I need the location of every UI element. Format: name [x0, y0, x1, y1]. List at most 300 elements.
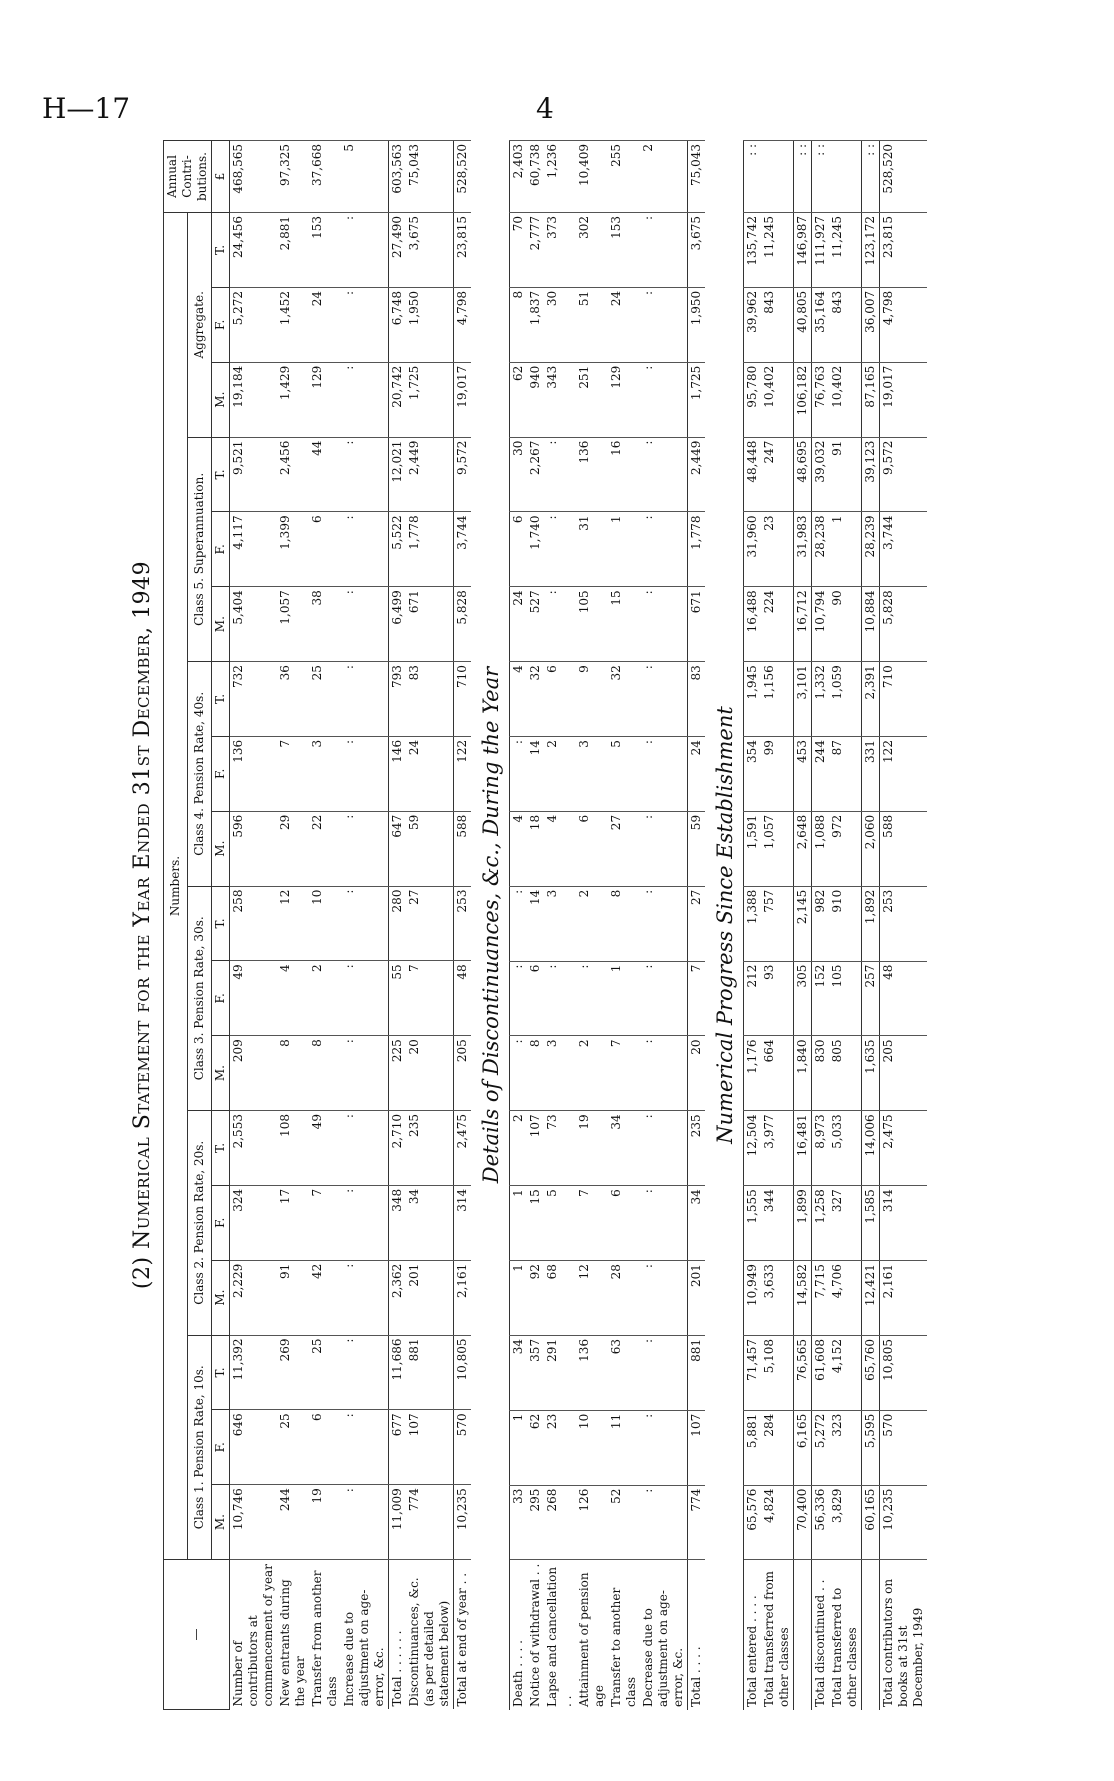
subcolumn-header: F.	[212, 1185, 230, 1260]
subcolumn-header: M.	[212, 811, 230, 886]
cell-value: 129	[309, 362, 341, 437]
class-header: Class 2. Pension Rate, 20s.	[188, 1111, 212, 1335]
cell-value: 126	[576, 1485, 608, 1560]
cell-value: 793	[389, 662, 407, 737]
class-header: Class 5. Superannuation.	[188, 437, 212, 661]
cell-value: 12,504	[744, 1111, 762, 1186]
cell-value: 6	[576, 811, 608, 886]
cell-value: 31,960	[744, 512, 762, 587]
cell-value: 92	[527, 1261, 544, 1336]
cell-value: 5,595	[862, 1410, 880, 1485]
cell-value: 344	[761, 1186, 794, 1261]
cell-value: : :	[744, 141, 762, 213]
cell-value: 4,117	[230, 512, 278, 587]
row-label: Total . . . .	[688, 1560, 706, 1710]
cell-value: 324	[230, 1185, 278, 1260]
cell-value: :	[640, 1036, 688, 1111]
cell-value: 9,521	[230, 437, 278, 512]
cell-value: 881	[688, 1335, 706, 1410]
cell-value: 12	[277, 886, 309, 961]
cell-value: 343	[544, 362, 576, 437]
cell-value: 830	[812, 1036, 830, 1111]
cell-value: 5,881	[744, 1410, 762, 1485]
cell-value: 4	[544, 811, 576, 886]
cell-value: 757	[761, 886, 794, 961]
cell-value: 56,336	[812, 1485, 830, 1560]
cell-value: :	[640, 1261, 688, 1336]
dash-mark: —	[189, 1628, 203, 1641]
cell-value: 570	[880, 1410, 928, 1485]
cell-value: 314	[454, 1185, 472, 1260]
cell-value: 35,164	[812, 287, 830, 362]
row-label: Total . . . . . .	[389, 1560, 407, 1710]
cell-value: 52	[608, 1485, 640, 1560]
cell-value: 48,448	[744, 437, 762, 512]
cell-value: 136	[576, 437, 608, 512]
cell-value: 153	[309, 213, 341, 288]
cell-value: 1,388	[744, 886, 762, 961]
cell-value: 32	[608, 662, 640, 737]
cell-value: 5,828	[880, 587, 928, 662]
cell-value	[761, 141, 794, 213]
cell-value: 253	[880, 886, 928, 961]
cell-value: 257	[862, 961, 880, 1036]
cell-value: 10,746	[230, 1485, 278, 1560]
cell-value: 12,421	[862, 1261, 880, 1336]
cell-value: :	[341, 587, 389, 662]
cell-value: 1,740	[527, 512, 544, 587]
cell-value: 6	[608, 1186, 640, 1261]
rotated-statement	[130, 140, 990, 1710]
table-row	[230, 141, 278, 1710]
cell-value: 1,840	[794, 1036, 812, 1111]
row-label: Attainment of pension age	[577, 1572, 606, 1707]
cell-value: 7	[688, 961, 706, 1036]
cell-value: 2,449	[688, 437, 706, 512]
cell-value: :	[640, 1485, 688, 1560]
cell-value: : :	[862, 141, 880, 213]
cell-value: 83	[406, 662, 454, 737]
cell-value: 10,235	[880, 1485, 928, 1560]
cell-value: 24,456	[230, 213, 278, 288]
cell-value: 7	[406, 961, 454, 1036]
cell-value: 3,744	[880, 512, 928, 587]
cell-value: 3,829	[829, 1485, 862, 1560]
cell-value: 30	[510, 437, 528, 512]
cell-value: 3	[309, 736, 341, 811]
table-row	[688, 141, 706, 1711]
cell-value: 27	[406, 886, 454, 961]
row-label: Number of contributors at commencement of year	[230, 1560, 278, 1710]
cell-value: 247	[761, 437, 794, 512]
cell-value: 314	[880, 1186, 928, 1261]
cell-value: 25	[309, 1335, 341, 1410]
cell-value: 2,777	[527, 213, 544, 288]
row-label: Notice of withdrawal . .	[528, 1563, 542, 1707]
cell-value: 16,481	[794, 1111, 812, 1186]
cell-value: 6,165	[794, 1410, 812, 1485]
cell-value: :	[341, 1260, 389, 1335]
cell-value: 3,744	[454, 512, 472, 587]
cell-value: 19,017	[880, 362, 928, 437]
cell-value: 235	[406, 1111, 454, 1186]
row-label: New entrants during the year	[278, 1579, 307, 1707]
cell-value: 2,403	[510, 141, 528, 213]
cell-value: 843	[829, 287, 862, 362]
cell-value: : :	[812, 141, 830, 213]
cell-value: :	[341, 437, 389, 512]
cell-value: :	[640, 662, 688, 737]
details-body	[510, 141, 706, 1711]
row-label: Death . . . .	[510, 1560, 528, 1710]
table-row	[744, 141, 762, 1711]
cell-value: 2	[576, 886, 608, 961]
cell-value: 136	[230, 736, 278, 811]
cell-value: :	[640, 437, 688, 512]
subcolumn-header: F.	[212, 1410, 230, 1485]
cell-value: 27	[608, 811, 640, 886]
cell-value: 7	[576, 1186, 608, 1261]
cell-value: 17	[277, 1185, 309, 1260]
details-title: Details of Discontinuances, &c., During the Year	[479, 666, 503, 1184]
class-header: Aggregate.	[188, 213, 212, 438]
cell-value: 24	[406, 736, 454, 811]
cell-value: :	[640, 587, 688, 662]
cell-value: 44	[309, 437, 341, 512]
class-header: Class 3. Pension Rate, 30s.	[188, 886, 212, 1110]
cell-value: 31	[576, 512, 608, 587]
cell-value: :	[341, 1485, 389, 1560]
row-label	[794, 1560, 812, 1710]
cell-value: 2,060	[862, 811, 880, 886]
progress-body	[744, 141, 928, 1711]
cell-value: :	[640, 811, 688, 886]
subcolumn-header: M.	[212, 1036, 230, 1111]
table-row	[640, 141, 688, 1711]
cell-value: 24	[688, 737, 706, 812]
subcolumn-header: F.	[212, 736, 230, 811]
cell-value: 940	[527, 362, 544, 437]
row-label: Lapse and cancellation . .	[545, 1566, 574, 1707]
cell-value: 588	[880, 811, 928, 886]
cell-value: 30	[544, 287, 576, 362]
cell-value: 11,009	[389, 1485, 407, 1560]
cell-value: 4,706	[829, 1261, 862, 1336]
cell-value: 2,553	[230, 1111, 278, 1186]
cell-value: :	[544, 437, 576, 512]
table-row	[389, 141, 407, 1710]
cell-value: 40,805	[794, 287, 812, 362]
cell-value: 8	[510, 287, 528, 362]
cell-value: 75,043	[688, 141, 706, 213]
cell-value: 357	[527, 1335, 544, 1410]
cell-value: 123,172	[862, 213, 880, 288]
cell-value: 805	[829, 1036, 862, 1111]
cell-value: 3	[544, 1036, 576, 1111]
cell-value: 108	[277, 1111, 309, 1186]
cell-value: 19,184	[230, 362, 278, 437]
cell-value: 6	[309, 1410, 341, 1485]
cell-value: 23,815	[454, 213, 472, 288]
cell-value: 1	[608, 961, 640, 1036]
cell-value: 14	[527, 886, 544, 961]
cell-value: 19	[309, 1485, 341, 1560]
cell-value: 4	[510, 811, 528, 886]
cell-value: :	[640, 1335, 688, 1410]
cell-value: 7	[309, 1185, 341, 1260]
cell-value: 671	[406, 587, 454, 662]
cell-value: 5	[341, 141, 389, 213]
cell-value: 5,272	[230, 287, 278, 362]
cell-value: 677	[389, 1410, 407, 1485]
cell-value: 235	[688, 1111, 706, 1186]
cell-value: 1	[510, 1261, 528, 1336]
cell-value: 20,742	[389, 362, 407, 437]
cell-value: 97,325	[277, 141, 309, 213]
cell-value: 373	[544, 213, 576, 288]
cell-value: 24	[510, 587, 528, 662]
cell-value: 34	[406, 1185, 454, 1260]
cell-value: 7	[277, 736, 309, 811]
cell-value: 2,161	[454, 1260, 472, 1335]
cell-value: 49	[309, 1111, 341, 1186]
cell-value: 1,950	[406, 287, 454, 362]
cell-value: 2,456	[277, 437, 309, 512]
cell-value: 201	[406, 1260, 454, 1335]
cell-value: 33	[510, 1485, 528, 1560]
cell-value: 354	[744, 737, 762, 812]
cell-value: 4,824	[761, 1485, 794, 1560]
cell-value: 1,899	[794, 1186, 812, 1261]
cell-value: 3	[544, 886, 576, 961]
cell-value: 1,059	[829, 662, 862, 737]
cell-value: 76,565	[794, 1335, 812, 1410]
cell-value: 19,017	[454, 362, 472, 437]
cell-value: 269	[277, 1335, 309, 1410]
cell-value: 27	[688, 886, 706, 961]
cell-value: :	[341, 961, 389, 1036]
cell-value: :	[640, 1186, 688, 1261]
cell-value: 2,229	[230, 1260, 278, 1335]
cell-value: 91	[829, 437, 862, 512]
cell-value: 881	[406, 1335, 454, 1410]
subcolumn-header: F.	[212, 512, 230, 587]
row-label: Transfer from another class	[310, 1570, 339, 1707]
cell-value: 39,962	[744, 287, 762, 362]
cell-value: 10,805	[880, 1335, 928, 1410]
cell-value: 90	[829, 587, 862, 662]
cell-value: 48	[454, 961, 472, 1036]
cell-value: 3,977	[761, 1111, 794, 1186]
cell-value: 11,245	[829, 213, 862, 288]
cell-value: 774	[688, 1485, 706, 1560]
table-row	[829, 141, 862, 1711]
cell-value: 1,945	[744, 662, 762, 737]
cell-value: 14,582	[794, 1261, 812, 1336]
cell-value: 1,725	[406, 362, 454, 437]
cell-value: 225	[389, 1036, 407, 1111]
table-row	[454, 141, 472, 1710]
table-row	[527, 141, 544, 1711]
cell-value: 48,695	[794, 437, 812, 512]
cell-value: 38	[309, 587, 341, 662]
cell-value: 258	[230, 886, 278, 961]
cell-value: 105	[576, 587, 608, 662]
cell-value: 122	[454, 736, 472, 811]
subcolumn-header: M.	[212, 1260, 230, 1335]
cell-value: 10	[576, 1410, 608, 1485]
cell-value: 209	[230, 1036, 278, 1111]
cell-value: :	[510, 961, 528, 1036]
cell-value: 1,236	[544, 141, 576, 213]
cell-value: 39,123	[862, 437, 880, 512]
subcolumn-header: T.	[212, 437, 230, 512]
cell-value: 49	[230, 961, 278, 1036]
cell-value: 36	[277, 662, 309, 737]
cell-value: 12	[576, 1261, 608, 1336]
cell-value: 1,452	[277, 287, 309, 362]
cell-value: 73	[544, 1111, 576, 1186]
cell-value: 10,805	[454, 1335, 472, 1410]
cell-value: 6,499	[389, 587, 407, 662]
cell-value: 65,576	[744, 1485, 762, 1560]
cell-value: :	[640, 886, 688, 961]
cell-value: 93	[761, 961, 794, 1036]
cell-value: 2,362	[389, 1260, 407, 1335]
cell-value: 153	[608, 213, 640, 288]
cell-value: 10,794	[812, 587, 830, 662]
cell-value: 2,267	[527, 437, 544, 512]
class-header: Class 4. Pension Rate, 40s.	[188, 662, 212, 886]
cell-value: 152	[812, 961, 830, 1036]
cell-value: :	[640, 512, 688, 587]
row-label: Total discontinued . .	[812, 1560, 830, 1710]
cell-value: 1,156	[761, 662, 794, 737]
cell-value: 68	[544, 1261, 576, 1336]
cell-value: :	[640, 287, 688, 362]
cell-value: 468,565	[230, 141, 278, 213]
cell-value: 2,475	[454, 1111, 472, 1186]
cell-value: 2,475	[880, 1111, 928, 1186]
cell-value: 95,780	[744, 362, 762, 437]
subcolumn-header: M.	[212, 362, 230, 437]
cell-value: 5	[608, 737, 640, 812]
cell-value: 1,591	[744, 811, 762, 886]
cell-value: 6	[544, 662, 576, 737]
cell-value: 6,748	[389, 287, 407, 362]
cell-value: 11,392	[230, 1335, 278, 1410]
cell-value: 6	[309, 512, 341, 587]
cell-value: 14,006	[862, 1111, 880, 1186]
cell-value: :	[576, 961, 608, 1036]
table-row	[880, 141, 928, 1711]
cell-value: 146,987	[794, 213, 812, 288]
cell-value: 5	[544, 1186, 576, 1261]
cell-value: 11,245	[761, 213, 794, 288]
cell-value: 24	[309, 287, 341, 362]
cell-value: 253	[454, 886, 472, 961]
cell-value: 8,973	[812, 1111, 830, 1186]
cell-value: :	[544, 512, 576, 587]
cell-value: 10,235	[454, 1485, 472, 1560]
cell-value: 25	[277, 1410, 309, 1485]
cell-value: :	[341, 512, 389, 587]
subcolumn-header: M.	[212, 587, 230, 662]
subcolumn-header: F.	[212, 961, 230, 1036]
cell-value: 34	[688, 1186, 706, 1261]
cell-value: 647	[389, 811, 407, 886]
cell-value: 70	[510, 213, 528, 288]
cell-value: 1,725	[688, 362, 706, 437]
cell-value: 19	[576, 1111, 608, 1186]
cell-value: 291	[544, 1335, 576, 1410]
cell-value: 1,258	[812, 1186, 830, 1261]
cell-value: 99	[761, 737, 794, 812]
table-row	[576, 141, 608, 1711]
row-label: Total contributors on books at 31st December, 1949	[880, 1560, 928, 1710]
cell-value: 671	[688, 587, 706, 662]
cell-value: :	[640, 362, 688, 437]
cell-value: 7	[608, 1036, 640, 1111]
cell-value: 16,488	[744, 587, 762, 662]
cell-value: 710	[880, 662, 928, 737]
cell-value: 348	[389, 1185, 407, 1260]
cell-value: 1,429	[277, 362, 309, 437]
cell-value: 136	[576, 1335, 608, 1410]
cell-value: 843	[761, 287, 794, 362]
cell-value: 224	[761, 587, 794, 662]
table-row	[309, 141, 341, 1710]
cell-value: 4,798	[454, 287, 472, 362]
cell-value: 20	[688, 1036, 706, 1111]
cell-value: 42	[309, 1260, 341, 1335]
cell-value: :	[510, 1036, 528, 1111]
subcolumn-header: M.	[212, 1485, 230, 1560]
cell-value: 305	[794, 961, 812, 1036]
cell-value: 14	[527, 737, 544, 812]
details-table	[509, 140, 705, 1710]
cell-value: 51	[576, 287, 608, 362]
cell-value: 3,675	[406, 213, 454, 288]
cell-value: 5,033	[829, 1111, 862, 1186]
cell-value: 8	[277, 1036, 309, 1111]
cell-value: :	[510, 737, 528, 812]
row-label: Transfer to another class	[609, 1587, 638, 1707]
cell-value: 1,585	[862, 1186, 880, 1261]
page-header-left: H—17	[42, 92, 131, 125]
cell-value: 63	[608, 1335, 640, 1410]
cell-value: 2,145	[794, 886, 812, 961]
subcolumn-header: F.	[212, 287, 230, 362]
cell-value: 910	[829, 886, 862, 961]
cell-value: 76,763	[812, 362, 830, 437]
main-table	[163, 140, 471, 1710]
cell-value: 1	[829, 512, 862, 587]
cell-value: 1	[510, 1186, 528, 1261]
cell-value: 10,409	[576, 141, 608, 213]
cell-value: 7,715	[812, 1261, 830, 1336]
cell-value: 664	[761, 1036, 794, 1111]
cell-value: 3,633	[761, 1261, 794, 1336]
cell-value: 29	[277, 811, 309, 886]
cell-value: 18	[527, 811, 544, 886]
cell-value: :	[341, 1111, 389, 1186]
cell-value: 570	[454, 1410, 472, 1485]
cell-value: 111,927	[812, 213, 830, 288]
cell-value: 107	[406, 1410, 454, 1485]
row-label: Total at end of year . .	[454, 1560, 472, 1710]
cell-value: 9	[576, 662, 608, 737]
